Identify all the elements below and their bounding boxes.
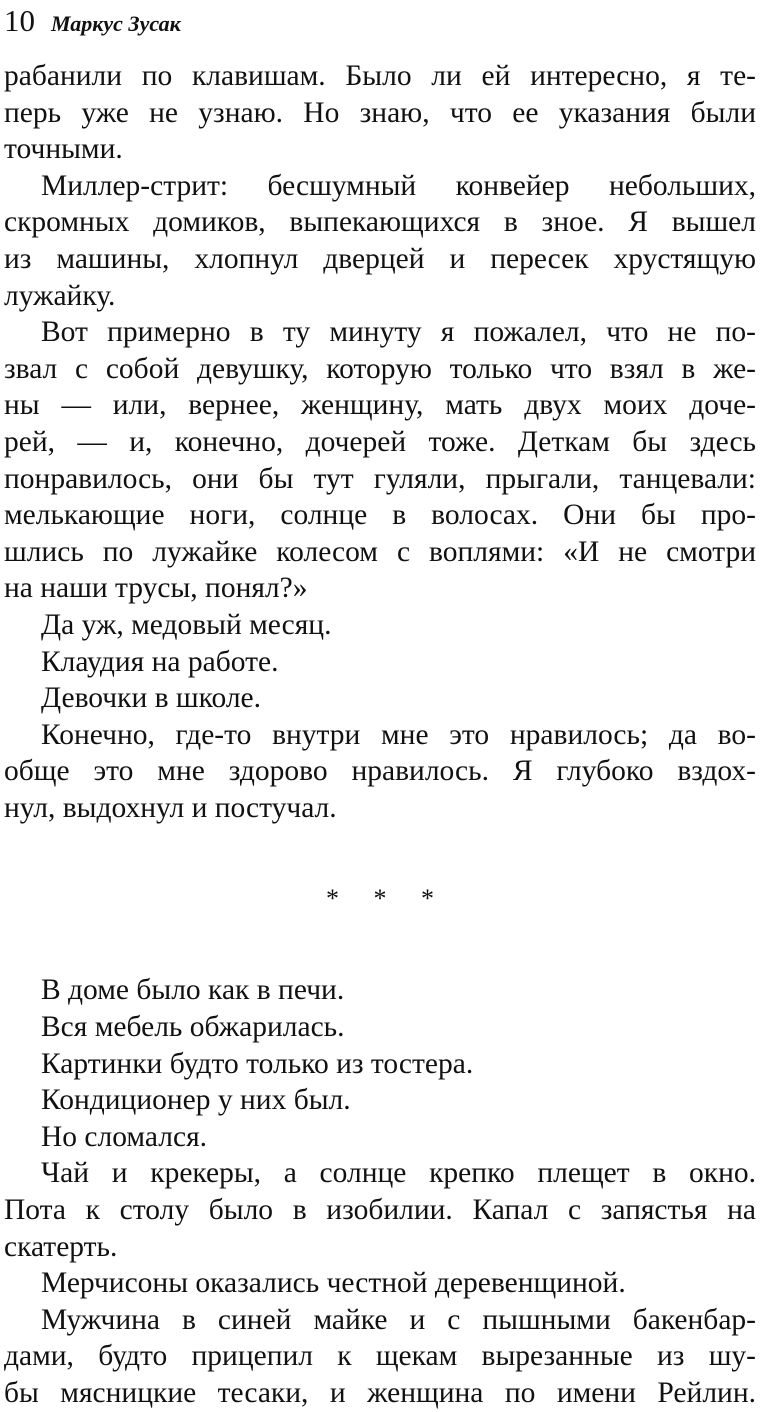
paragraph [4,314,756,607]
text-line: Конечно, где-то внутри мне это нравилось; да во- [41,718,756,751]
paragraph: Девочки в школе. [41,682,262,715]
paragraph [4,1302,756,1412]
text-line: Миллер-стрит: бесшумный конвейер небольших, [41,169,756,202]
text-line: обще это мне здорово нравилось. Я глубоко вздох- [4,755,756,788]
text-line: дами, будто прицепил к щекам вырезанные из шу- [4,1340,756,1373]
text-line: Пота к столу было в изобилии. Капал с запястья на [4,1194,756,1227]
paragraph [4,717,756,827]
text-line: мелькающие ноги, солнце в волосах. Они бы про- [4,499,756,532]
text-line: понравилось, они бы тут гуляли, прыгали, танцевали: [4,462,756,495]
text-line: скромных домиков, выпекающихся в зное. Я вышел [4,206,756,239]
text-line: перь уже не узнаю. Но знаю, что ее указания были [4,96,756,129]
paragraph: Картинки будто только из тостера. [41,1047,474,1080]
paragraph: Мерчисоны оказались честной деревенщиной. [41,1267,626,1300]
text-line: рей, — и, конечно, дочерей тоже. Деткам бы здесь [4,425,756,458]
text-line: Мужчина в синей майке и с пышными бакенбар- [41,1303,756,1336]
paragraph: В доме было как в печи. [41,974,345,1007]
paragraph [4,1155,756,1265]
paragraph: Клаудия на работе. [41,645,279,678]
body-text [4,58,756,1412]
running-head [4,2,181,40]
text-line: звал с собой девушку, которую только что взял в же- [4,352,756,385]
text-line: Чай и крекеры, а солнце крепко плещет в окно. [41,1157,756,1190]
text-line: на наши трусы, понял?» [4,572,308,605]
text-line: Вот примерно в ту минуту я пожалел, что не по- [41,316,756,349]
paragraph: Но сломался. [41,1120,208,1153]
running-author: Маркус Зусак [51,11,181,36]
text-line: шлись по лужайке колесом с воплями: «И не смотри [4,535,756,568]
text-line: бы мясницкие тесаки, и женщина по имени Рейлин. [4,1377,756,1409]
paragraph: Да уж, медовый месяц. [41,608,332,641]
text-line: лужайку. [4,279,116,312]
paragraph [4,168,756,314]
page-number: 10 [4,3,35,38]
text-line: из машины, хлопнул дверцей и пересек хрустящую [4,242,756,275]
text-line: точными. [4,133,123,166]
text-line: рабанили по клавишам. Было ли ей интересно, я те- [4,60,756,92]
paragraph: Вся мебель обжарилась. [41,1011,345,1044]
text-line: нул, выдохнул и постучал. [4,791,337,824]
text-line: скатерть. [4,1230,118,1263]
section-separator: * * * [326,884,448,914]
text-line: ны — или, вернее, женщину, мать двух моих доче- [4,389,756,422]
paragraph: Кондиционер у них был. [41,1084,351,1117]
paragraph [4,58,756,168]
